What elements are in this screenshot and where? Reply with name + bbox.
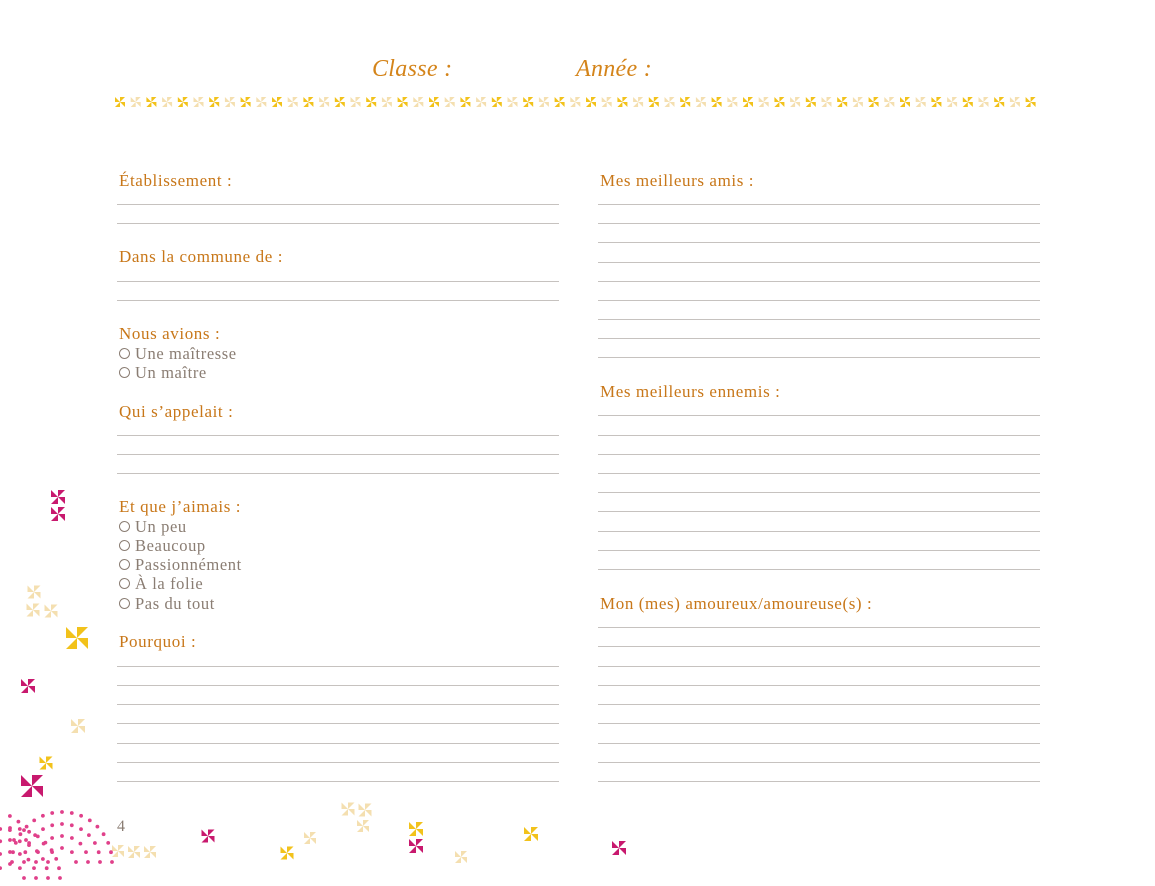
ennemis-label: Mes meilleurs ennemis : [600,382,781,401]
option-beaucoup[interactable]: Beaucoup [119,536,206,556]
pinwheel-icon [28,586,41,599]
pinwheel-icon [524,827,538,841]
pinwheel-icon [66,627,88,649]
aimais-label: Et que j’aimais : [119,497,242,516]
pinwheel-icon [51,507,65,521]
commune-label: Dans la commune de : [119,247,284,266]
pinwheel-icon [144,846,156,858]
appelait-label: Qui s’appelait : [119,402,234,421]
pinwheel-icon [304,832,316,844]
pinwheel-icon [45,605,58,618]
pinwheel-icon [71,719,85,733]
etablissement-label: Établissement : [119,171,233,190]
pinwheel-icon [21,775,43,797]
pinwheel-icon [112,845,124,857]
classe-label: Classe : [372,56,453,82]
pinwheel-icon [40,757,53,770]
option-maitre[interactable]: Un maître [119,363,207,383]
pourquoi-label: Pourquoi : [119,632,197,651]
option-passionnement[interactable]: Passionnément [119,555,242,575]
amis-label: Mes meilleurs amis : [600,171,755,190]
pinwheel-icon [128,846,140,858]
amoureux-label: Mon (mes) amoureux/amoureuse(s) : [600,594,873,613]
pinwheel-icon [359,804,372,817]
pinwheel-icon [51,490,65,504]
pinwheel-icon [455,851,467,863]
pinwheel-icon [409,839,423,853]
option-a-la-folie[interactable]: À la folie [119,574,203,594]
option-un-peu[interactable]: Un peu [119,517,187,537]
nous-avions-label: Nous avions : [119,324,221,343]
pinwheel-icon [27,604,40,617]
pinwheel-icon [409,822,423,836]
annee-label: Année : [576,56,653,82]
pinwheel-icon [612,841,626,855]
dotted-arcs-pattern [0,810,114,880]
option-pas-du-tout[interactable]: Pas du tout [119,594,215,614]
pinwheel-icon [281,847,294,860]
pinwheel-icon [21,679,35,693]
option-maitresse[interactable]: Une maîtresse [119,344,237,364]
pinwheel-icon [202,830,215,843]
pinwheel-icon [357,820,369,832]
page-number: 4 [117,818,125,835]
pinwheel-icon [342,803,355,816]
